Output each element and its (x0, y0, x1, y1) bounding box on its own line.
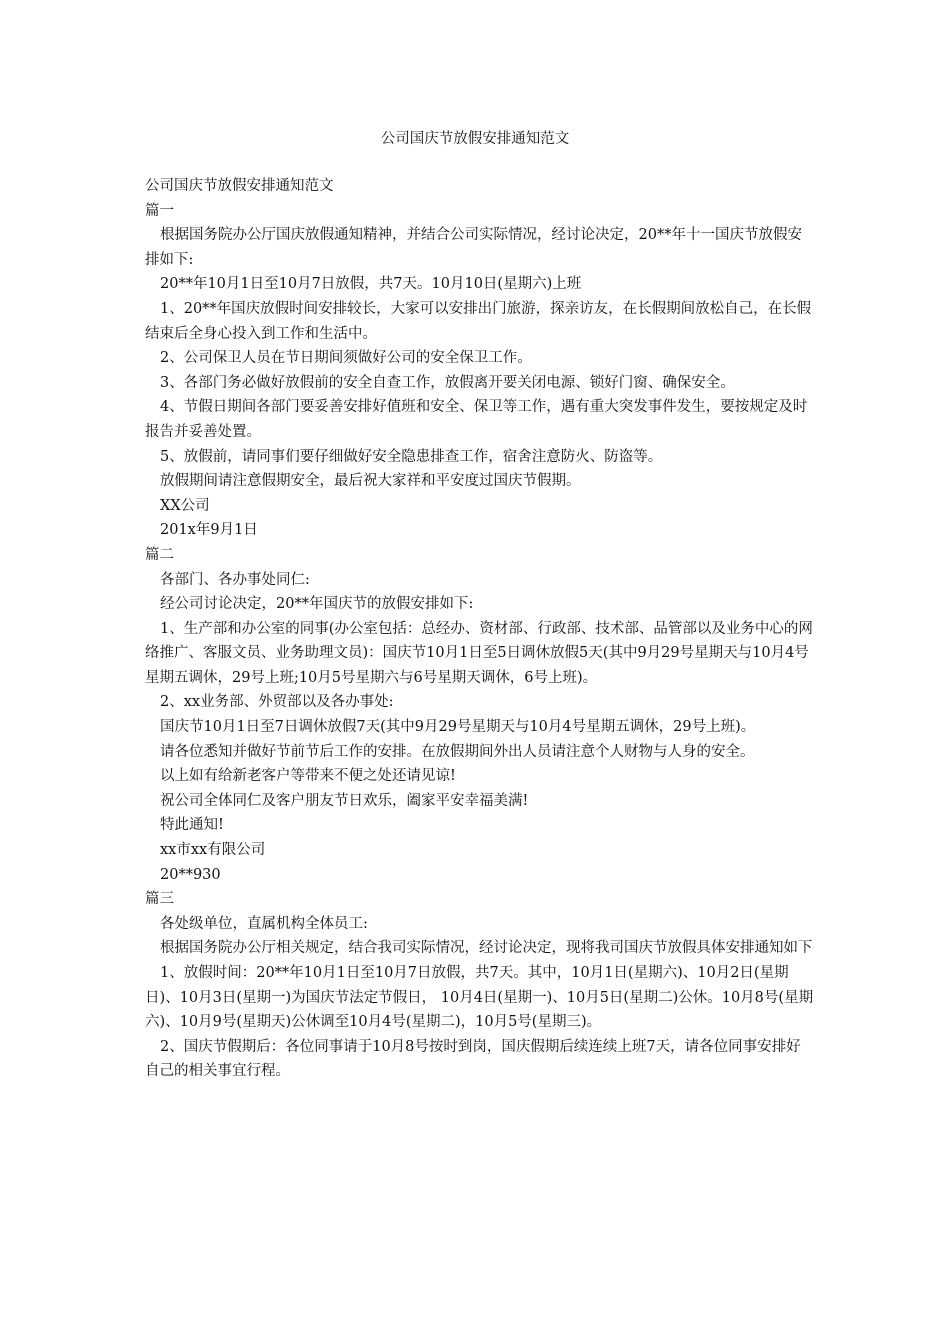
paragraph: 根据国务院办公厅相关规定，结合我司实际情况，经讨论决定，现将我司国庆节放假具体安排通知如下 (160, 940, 813, 957)
paragraph: 以上如有给新老客户等带来不便之处还请见谅! (160, 768, 456, 785)
signature-company: XX公司 (160, 497, 210, 514)
paragraph: 经公司讨论决定，20**年国庆节的放假安排如下: (160, 596, 474, 613)
list-item: 2、xx业务部、外贸部以及各办事处: (160, 694, 394, 711)
document-subtitle: 公司国庆节放假安排通知范文 (145, 178, 334, 194)
section-heading-3: 篇三 (145, 891, 174, 908)
signature-date: 20**930 (160, 866, 221, 883)
paragraph: 请各位悉知并做好节前节后工作的安排。在放假期间外出人员请注意个人财物与人身的安全。 (160, 743, 755, 760)
section-heading-1: 篇一 (145, 202, 174, 219)
list-item: 1、放假时间：20**年10月1日至10月7日放假，共7天。其中，10月1日(星期六)、10月2日(星期日)、10月3日(星期一)为国庆节法定节假日， 10月4日(星期一)、10月5日(星期二)公休。10月8号(星期六)、10月9号(星期天)公休调至10月4号(星期二)，10月5号(星期三)。 (145, 965, 814, 1031)
paragraph: 特此通知! (160, 817, 224, 834)
list-item: 4、节假日期间各部门要妥善安排好值班和安全、保卫等工作，遇有重大突发事件发生，要按规定及时报告并妥善处置。 (145, 399, 808, 440)
list-item: 3、各部门务必做好放假前的安全自查工作，放假离开要关闭电源、锁好门窗、确保安全。 (160, 374, 735, 391)
paragraph: 根据国务院办公厅国庆放假通知精神，并结合公司实际情况，经讨论决定，20**年十一国庆节放假安排如下: (145, 227, 802, 268)
signature-company: xx市xx有限公司 (160, 842, 266, 859)
paragraph: 放假期间请注意假期安全，最后祝大家祥和平安度过国庆节假期。 (160, 473, 581, 490)
signature-date: 201x年9月1日 (160, 522, 258, 539)
paragraph: 国庆节10月1日至7日调休放假7天(其中9月29号星期天与10月4号星期五调休，29号上班)。 (160, 719, 756, 736)
list-item: 2、公司保卫人员在节日期间须做好公司的安全保卫工作。 (160, 350, 532, 367)
salutation: 各处级单位，直属机构全体员工: (160, 915, 368, 932)
document-body (145, 174, 815, 1084)
section-heading-2: 篇二 (145, 546, 174, 563)
list-item: 1、20**年国庆放假时间安排较长，大家可以安排出门旅游，探亲访友，在长假期间放松自己，在长假结束后全身心投入到工作和生活中。 (145, 300, 812, 342)
list-item: 2、国庆节假期后：各位同事请于10月8号按时到岗，国庆假期后续连续上班7天，请各位同事安排好自己的相关事宜行程。 (145, 1038, 801, 1080)
salutation: 各部门、各办事处同仁: (160, 571, 310, 588)
list-item: 1、生产部和办公室的同事(办公室包括：总经办、资材部、行政部、技术部、品管部以及业务中心的网络推广、客服文员、业务助理文员)：国庆节10月1日至5日调休放假5天(其中9月29号星期天与10月4号星期五调休，29号上班;10月5号星期六与6号星期天调休，6号上班)。 (145, 620, 813, 686)
paragraph: 20**年10月1日至10月7日放假，共7天。10月10日(星期六)上班 (160, 276, 582, 293)
document-title: 公司国庆节放假安排通知范文 (380, 131, 570, 147)
list-item: 5、放假前，请同事们要仔细做好安全隐患排查工作，宿舍注意防火、防盗等。 (160, 448, 663, 465)
paragraph: 祝公司全体同仁及客户朋友节日欢乐，阖家平安幸福美满! (160, 792, 529, 809)
